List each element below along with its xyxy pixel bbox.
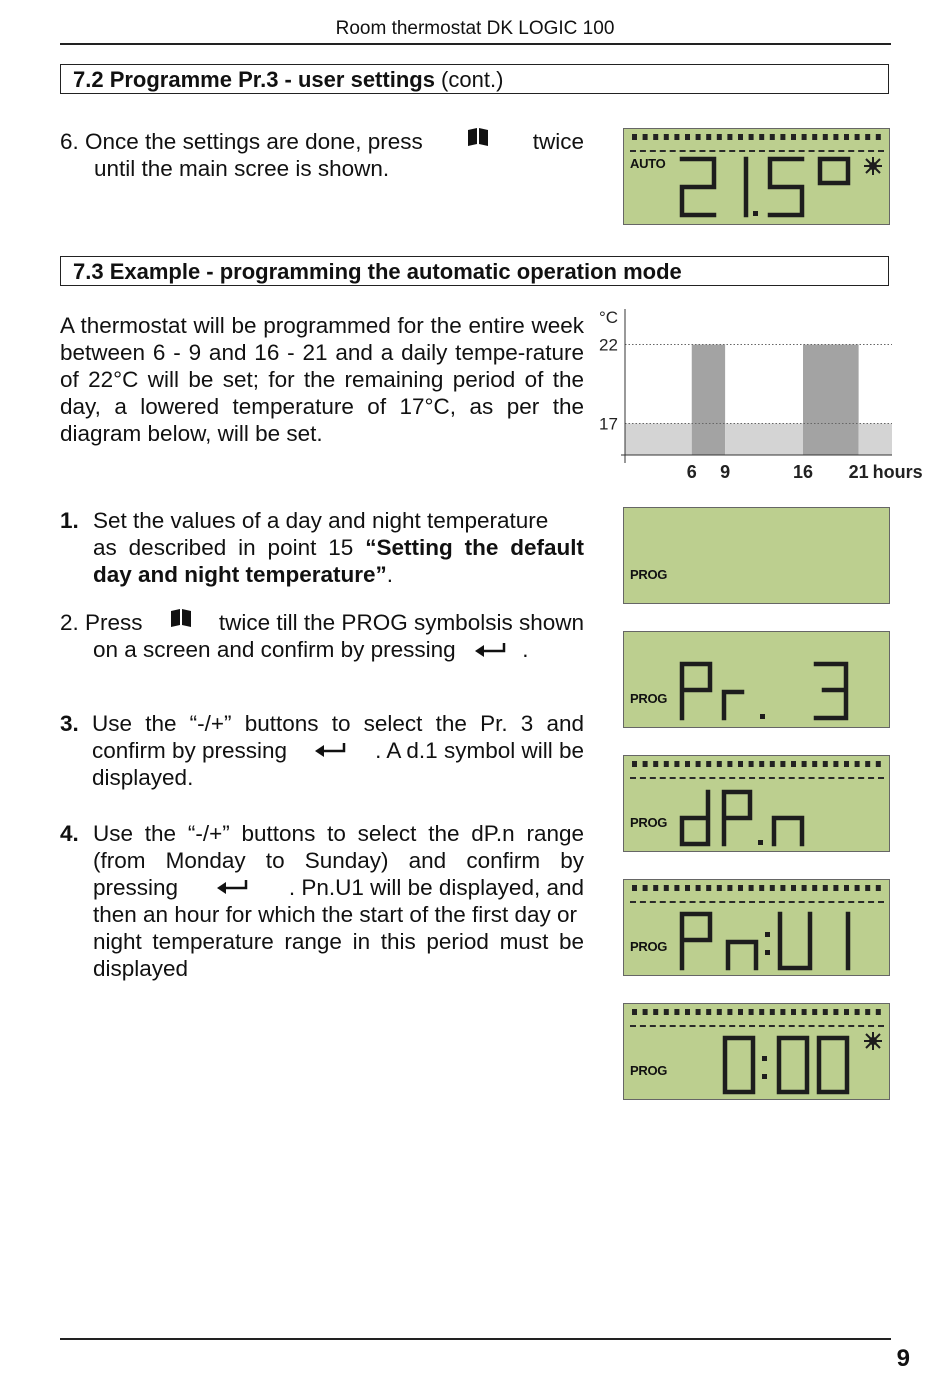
lcd-hour-segment (780, 761, 785, 767)
lcd-hour-segment (770, 1009, 775, 1015)
lcd-hour-segment (674, 885, 679, 891)
lcd-dpn-digits (674, 790, 844, 848)
lcd-hour-segment (823, 1009, 828, 1015)
lcd-hour-segment (664, 1009, 669, 1015)
lcd-hour-segment (696, 761, 701, 767)
lcd-dashed-line (630, 777, 884, 779)
lcd-hour-dots (630, 1009, 885, 1016)
example-intro: A thermostat will be programmed for the entire week between 6 - 9 and 16 - 21 and a daily tempe-rature of 22°C will be set; for the remaining period of the day, a lowered temperature of 17°C, as per the diagram below, will be set. (60, 313, 584, 446)
lcd-hour-segment (780, 1009, 785, 1015)
lcd-hour-segment (855, 885, 860, 891)
lcd-hour-segment (759, 134, 764, 140)
section-73-title: 7.3 Example - programming the automatic operation mode (73, 259, 682, 284)
step-2-text-b: twice till the PROG symbolsis shown (218, 610, 584, 635)
section-73-heading (60, 256, 889, 286)
lcd-hour-segment (844, 134, 849, 140)
lcd-hour-segment (696, 1009, 701, 1015)
lcd-hour-segment (791, 885, 796, 891)
lcd-hour-segment (653, 885, 658, 891)
chart-period-bar (625, 423, 692, 455)
step-4-number: 4. (60, 821, 79, 846)
section-72-title: 7.2 Programme Pr.3 - user settings (73, 67, 435, 92)
lcd-hour-segment (855, 134, 860, 140)
lcd-hour-segment (802, 885, 807, 891)
step-3-line3: displayed. (92, 765, 194, 790)
sun-icon (864, 1032, 882, 1050)
lcd-hour-segment (727, 761, 732, 767)
step-1-line2: as described in point 15 (93, 535, 366, 560)
lcd-hour-segment (643, 1009, 648, 1015)
lcd-temperature-digits (674, 153, 864, 221)
enter-icon (314, 742, 348, 758)
lcd-pr3-digits (674, 660, 854, 722)
lcd-hour-segment (865, 885, 870, 891)
lcd-hour-segment (855, 1009, 860, 1015)
lcd-hour-segment (727, 885, 732, 891)
lcd-hour-segment (802, 761, 807, 767)
lcd-hour-segment (876, 134, 881, 140)
lcd-hour-segment (802, 1009, 807, 1015)
lcd-hour-segment (759, 885, 764, 891)
chart-y-tick-label: 17 (599, 414, 618, 434)
lcd-hour-segment (876, 761, 881, 767)
lcd-hour-segment (632, 885, 637, 891)
step-4-line3: pressing (93, 875, 179, 900)
lcd-hour-segment (791, 761, 796, 767)
lcd-hour-segment (664, 885, 669, 891)
step-1-end: . (386, 562, 394, 587)
lcd-hour-segment (759, 761, 764, 767)
section-72-heading (60, 64, 889, 94)
step-4-line2: (from Monday to Sunday) and confirm by (93, 848, 584, 873)
chart-x-tick-label: 6 (686, 462, 697, 482)
chart-x-tick-label: 9 (720, 462, 731, 482)
lcd-hour-segment (685, 761, 690, 767)
chart-period-bar (725, 423, 803, 455)
step-3-number: 3. (60, 711, 79, 736)
lcd-hour-dots (630, 134, 885, 141)
step-3-line1: Use the “-/+” buttons to select the Pr. 3 and (92, 711, 584, 736)
step-4-line5: night temperature range in this period must be (93, 929, 584, 954)
lcd-hour-segment (706, 885, 711, 891)
lcd-hour-segment (770, 885, 775, 891)
lcd-hour-segment (717, 1009, 722, 1015)
chart-period-bar (859, 423, 892, 455)
lcd-hour-segment (770, 134, 775, 140)
step-6-number: 6 (60, 129, 73, 154)
lcd-hour-segment (738, 761, 743, 767)
lcd-hour-segment (865, 1009, 870, 1015)
book-icon (467, 128, 489, 146)
step-2-number: 2 (60, 610, 73, 635)
lcd-hour-segment (759, 1009, 764, 1015)
lcd-hour-segment (749, 761, 754, 767)
lcd-screen-pr3 (623, 631, 890, 728)
lcd-hour-segment (833, 1009, 838, 1015)
lcd-mode-label: PROG (630, 939, 668, 954)
book-icon (170, 609, 192, 627)
chart-y-axis-label: °C (599, 308, 619, 327)
chart-y-tick-label: 22 (599, 335, 618, 355)
lcd-hour-segment (833, 761, 838, 767)
lcd-hour-segment (791, 134, 796, 140)
lcd-hour-segment (780, 134, 785, 140)
step-1-bold-ref: “Setting the default day and night temperature” (93, 535, 584, 587)
lcd-screen-time (623, 1003, 890, 1100)
step-4-line4: then an hour for which the start of the first day or (93, 902, 578, 927)
lcd-screen-pnu1 (623, 879, 890, 976)
step-1-number: 1. (60, 508, 79, 533)
lcd-hour-segment (855, 761, 860, 767)
lcd-hour-segment (696, 885, 701, 891)
lcd-hour-segment (833, 885, 838, 891)
lcd-mode-label: AUTO (630, 156, 666, 171)
lcd-hour-segment (653, 134, 658, 140)
chart-period-bar (692, 345, 725, 455)
lcd-hour-segment (706, 134, 711, 140)
step-3-line2: confirm by pressing (92, 738, 288, 763)
chart-x-tick-label: 21 (848, 462, 869, 482)
lcd-hour-segment (632, 1009, 637, 1015)
footer-rule (60, 1338, 891, 1340)
document-header: Room thermostat DK LOGIC 100 (335, 18, 615, 39)
lcd-hour-segment (876, 1009, 881, 1015)
lcd-hour-segment (727, 1009, 732, 1015)
chart-period-bar (803, 345, 859, 455)
lcd-dashed-line (630, 150, 884, 152)
lcd-hour-segment (738, 134, 743, 140)
lcd-hour-segment (812, 885, 817, 891)
lcd-hour-segment (653, 1009, 658, 1015)
step-3 (60, 710, 584, 791)
lcd-hour-segment (643, 885, 648, 891)
lcd-hour-segment (823, 134, 828, 140)
step-6 (60, 128, 584, 182)
lcd-hour-segment (749, 134, 754, 140)
step-6-line2: until the main scree is shown. (94, 156, 390, 181)
lcd-hour-segment (749, 1009, 754, 1015)
lcd-hour-segment (632, 761, 637, 767)
lcd-mode-label: PROG (630, 691, 668, 706)
step-2-text-c: on a screen and confirm by pressing (93, 637, 456, 662)
lcd-screen-auto (623, 128, 890, 225)
lcd-hour-segment (653, 761, 658, 767)
lcd-hour-segment (717, 885, 722, 891)
lcd-pnu1-digits (674, 910, 864, 972)
lcd-hour-segment (876, 885, 881, 891)
lcd-hour-segment (674, 1009, 679, 1015)
lcd-hour-segment (706, 1009, 711, 1015)
lcd-hour-segment (812, 134, 817, 140)
chart-x-tick-label: 16 (792, 462, 814, 482)
lcd-hour-segment (812, 761, 817, 767)
step-1 (60, 507, 584, 588)
lcd-hour-segment (706, 761, 711, 767)
lcd-hour-segment (685, 885, 690, 891)
sun-icon (864, 157, 882, 175)
lcd-mode-label: PROG (630, 567, 668, 582)
page-number: 9 (896, 1345, 910, 1372)
lcd-mode-label: PROG (630, 1063, 668, 1078)
step-4-line1: Use the “-/+” buttons to select the dP.n range (93, 821, 584, 846)
lcd-hour-segment (833, 134, 838, 140)
lcd-hour-segment (780, 885, 785, 891)
lcd-hour-segment (664, 134, 669, 140)
lcd-hour-segment (738, 1009, 743, 1015)
lcd-hour-segment (823, 885, 828, 891)
lcd-hour-segment (865, 134, 870, 140)
lcd-hour-segment (738, 885, 743, 891)
enter-icon (216, 879, 250, 895)
lcd-hour-segment (664, 761, 669, 767)
step-2-end: . (522, 637, 529, 662)
lcd-hour-segment (643, 134, 648, 140)
enter-icon (474, 642, 508, 658)
lcd-hour-segment (696, 134, 701, 140)
section-72-cont: (cont.) (434, 67, 504, 92)
lcd-time-digits (719, 1034, 859, 1096)
lcd-hour-segment (791, 1009, 796, 1015)
lcd-dashed-line (630, 1025, 884, 1027)
lcd-hour-segment (717, 134, 722, 140)
lcd-hour-segment (674, 134, 679, 140)
lcd-hour-segment (749, 885, 754, 891)
step-3-line2b: . A d.1 symbol will be (375, 738, 584, 763)
lcd-hour-segment (802, 134, 807, 140)
lcd-hour-segment (632, 134, 637, 140)
temperature-schedule-chart (596, 305, 923, 490)
lcd-hour-segment (844, 761, 849, 767)
step-2 (60, 609, 584, 663)
lcd-hour-segment (674, 761, 679, 767)
lcd-hour-segment (844, 885, 849, 891)
lcd-hour-segment (865, 761, 870, 767)
lcd-hour-segment (717, 761, 722, 767)
lcd-screen-prog (623, 507, 890, 604)
lcd-hour-segment (770, 761, 775, 767)
lcd-screen-dpn (623, 755, 890, 852)
step-4-line3b: . Pn.U1 will be displayed, and (288, 875, 584, 900)
step-4 (60, 820, 584, 982)
lcd-hour-segment (685, 1009, 690, 1015)
lcd-hour-segment (643, 761, 648, 767)
step-4-line6: displayed (93, 956, 189, 981)
header-rule (60, 43, 891, 45)
lcd-hour-segment (844, 1009, 849, 1015)
lcd-hour-segment (823, 761, 828, 767)
lcd-hour-segment (685, 134, 690, 140)
lcd-hour-dots (630, 885, 885, 892)
lcd-hour-dots (630, 761, 885, 768)
step-1-line1: Set the values of a day and night temperature (93, 508, 549, 533)
lcd-hour-segment (812, 1009, 817, 1015)
lcd-hour-segment (727, 134, 732, 140)
step-6-text: . Once the settings are done, press (72, 129, 423, 154)
chart-x-axis-label: hours (872, 462, 923, 482)
step-2-text: . Press (72, 610, 143, 635)
lcd-dashed-line (630, 901, 884, 903)
step-6-twice: twice (532, 129, 584, 154)
lcd-mode-label: PROG (630, 815, 668, 830)
